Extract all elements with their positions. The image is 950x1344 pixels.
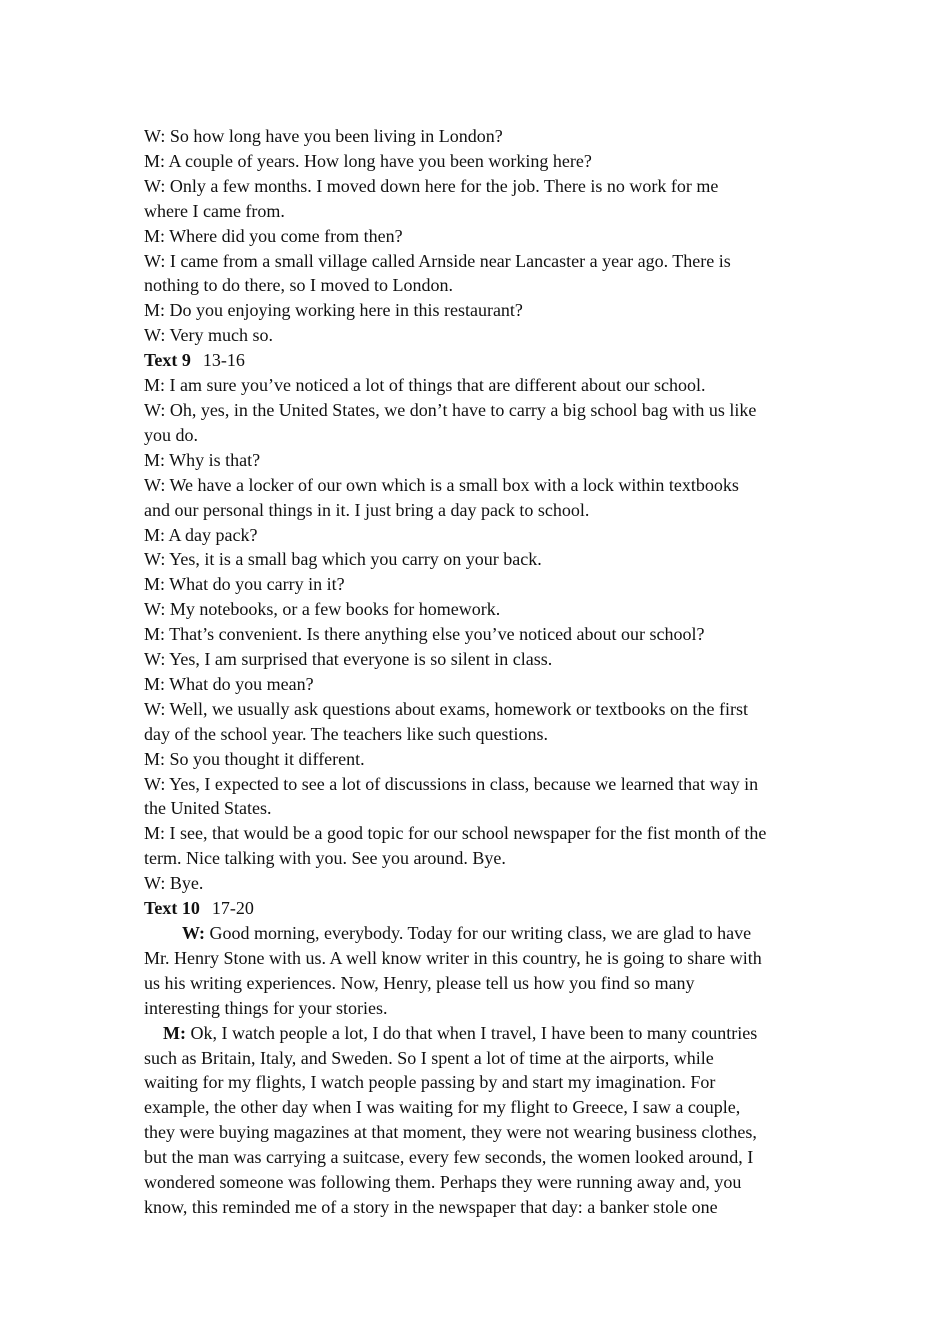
monologue-paragraph-1 (144, 921, 812, 1021)
dialogue-line: W: Yes, I am surprised that everyone is so silent in class. (144, 649, 553, 670)
dialogue-b (144, 373, 812, 896)
dialogue-line: W: Bye. (144, 873, 204, 894)
speaker-label: M: (163, 1022, 186, 1043)
dialogue-line: term. Nice talking with you. See you around. Bye. (144, 848, 506, 869)
dialogue-line: W: We have a locker of our own which is a small box with a lock within textbooks (144, 474, 739, 495)
paragraph-line: example, the other day when I was waiting for my flight to Greece, I saw a couple, (144, 1097, 741, 1118)
paragraph-line: but the man was carrying a suitcase, every few seconds, the women looked around, I (144, 1147, 754, 1168)
dialogue-line: M: Do you enjoying working here in this restaurant? (144, 300, 523, 321)
dialogue-line: W: Yes, I expected to see a lot of discussions in class, because we learned that way in (144, 773, 759, 794)
dialogue-line: W: Only a few months. I moved down here for the job. There is no work for me (144, 175, 719, 196)
speaker-label: W: (182, 923, 206, 943)
section-heading-text10 (144, 896, 812, 921)
paragraph-first-line (144, 921, 812, 946)
section-heading-text9 (144, 348, 812, 373)
dialogue-line: W: I came from a small village called Arnside near Lancaster a year ago. There is (144, 250, 731, 271)
dialogue-line: M: A day pack? (144, 524, 258, 545)
paragraph-line: interesting things for your stories. (144, 997, 388, 1018)
dialogue-line: W: So how long have you been living in London? (144, 126, 503, 146)
dialogue-line: W: My notebooks, or a few books for homework. (144, 599, 501, 620)
paragraph-line: such as Britain, Italy, and Sweden. So I spent a lot of time at the airports, while (144, 1047, 714, 1068)
dialogue-line: the United States. (144, 798, 272, 819)
dialogue-line: M: A couple of years. How long have you been working here? (144, 150, 592, 171)
paragraph-first-line (144, 1021, 812, 1046)
question-range: 17-20 (211, 898, 254, 919)
dialogue-line: W: Well, we usually ask questions about exams, homework or textbooks on the first (144, 698, 748, 719)
dialogue-line: nothing to do there, so I moved to London. (144, 275, 453, 296)
dialogue-a (144, 124, 812, 348)
dialogue-line: where I came from. (144, 200, 285, 221)
monologue-paragraph-2 (144, 1021, 812, 1220)
paragraph-line: wondered someone was following them. Perhaps they were running away and, you (144, 1172, 742, 1193)
paragraph-line: us his writing experiences. Now, Henry, please tell us how you find so many (144, 972, 695, 993)
dialogue-line: W: Very much so. (144, 325, 273, 346)
section-title: Text 9 (144, 350, 191, 371)
dialogue-line: W: Yes, it is a small bag which you carry on your back. (144, 549, 542, 570)
paragraph-line: know, this reminded me of a story in the newspaper that day: a banker stole one (144, 1196, 718, 1217)
paragraph-line: waiting for my flights, I watch people passing by and start my imagination. For (144, 1072, 716, 1093)
paragraph-text: Ok, I watch people a lot, I do that when I travel, I have been to many countries (185, 1022, 758, 1043)
dialogue-line: M: That’s convenient. Is there anything else you’ve noticed about our school? (144, 624, 705, 645)
dialogue-line: M: I am sure you’ve noticed a lot of things that are different about our school. (144, 375, 706, 396)
paragraph-line: they were buying magazines at that moment, they were not wearing business clothes, (144, 1122, 757, 1143)
dialogue-line: M: Why is that? (144, 449, 261, 470)
section-title: Text 10 (144, 898, 200, 919)
dialogue-line: and our personal things in it. I just bring a day pack to school. (144, 499, 590, 520)
dialogue-line: M: What do you mean? (144, 673, 314, 694)
dialogue-line: M: So you thought it different. (144, 748, 365, 769)
dialogue-line: M: What do you carry in it? (144, 574, 345, 595)
dialogue-line: you do. (144, 424, 198, 445)
document-page (144, 124, 812, 1220)
question-range: 13-16 (202, 350, 245, 371)
dialogue-line: W: Oh, yes, in the United States, we don’t have to carry a big school bag with us like (144, 399, 757, 420)
dialogue-line: M: I see, that would be a good topic for our school newspaper for the fist month of the (144, 823, 767, 844)
paragraph-line: Mr. Henry Stone with us. A well know writer in this country, he is going to share with (144, 947, 762, 968)
dialogue-line: day of the school year. The teachers like such questions. (144, 723, 549, 744)
dialogue-line: M: Where did you come from then? (144, 225, 403, 246)
paragraph-text: Good morning, everybody. Today for our writing class, we are glad to have (205, 923, 752, 943)
